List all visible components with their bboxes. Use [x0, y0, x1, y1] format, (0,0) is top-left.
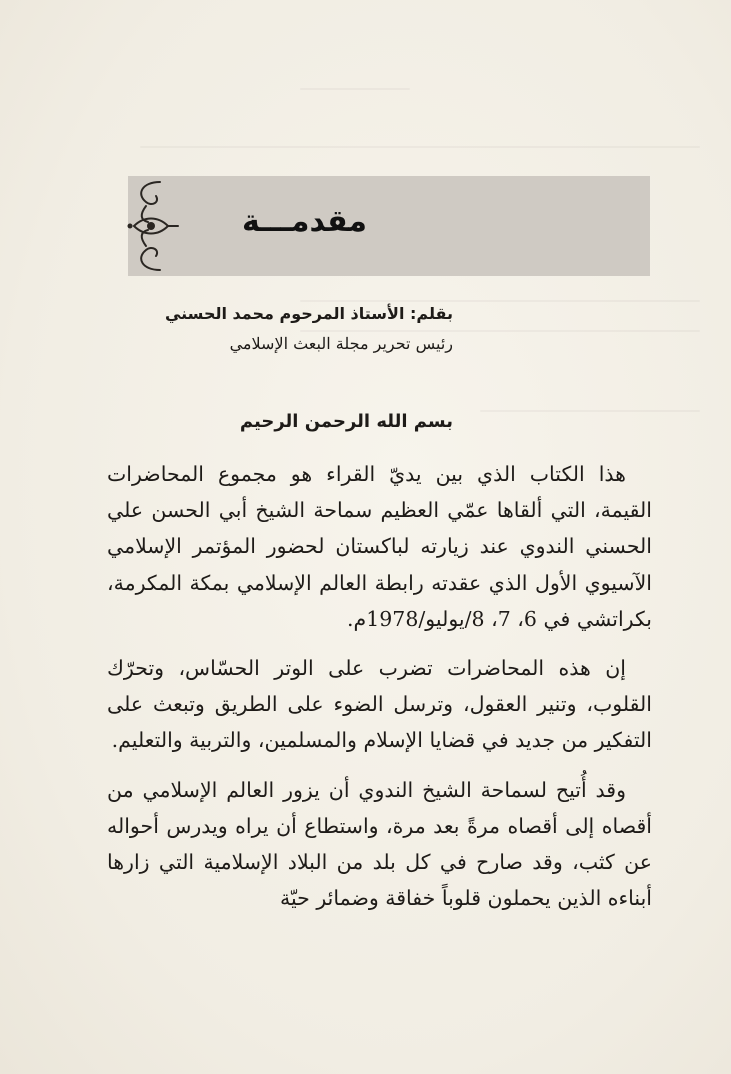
- page-title: مقدمـــة: [241, 204, 367, 239]
- show-through-line: [480, 410, 700, 412]
- paragraph: إن هذه المحاضرات تضرب على الوتر الحسّاس، وتحرّك القلوب، وتنير العقول، وترسل الضوء على الطريق وتبعث على التفكير من جديد في قضايا الإسلام والمسلمين، والتربية والتعليم.: [107, 656, 652, 753]
- basmala-heading: بسم الله الرحمن الرحيم: [239, 411, 453, 432]
- header-band: [128, 176, 650, 276]
- ornament-flourish-icon: [124, 176, 180, 276]
- author-byline: بقلم: الأستاذ المرحوم محمد الحسني: [164, 304, 453, 323]
- paragraph: وقد أُتيح لسماحة الشيخ الندوي أن يزور العالم الإسلامي من أقصاه إلى أقصاه مرةً بعد مرة، واستطاع أن يراه ويدرس أحواله عن كثب، وقد صارح في كل بلد من البلاد الإسلامية التي زارها أبناءه الذين يحملون قلوباً خفاقة وضمائر حيّة: [107, 777, 652, 911]
- paragraph: هذا الكتاب الذي بين يديّ القراء هو مجموع المحاضرات القيمة، التي ألقاها عمّي العظيم سماحة الشيخ أبي الحسن علي الحسني الندوي عند زيارته لباكستان لحضور المؤتمر الإسلامي الآسيوي الأول الذي عقدته رابطة العالم الإسلامي بمكة المكرمة، بكراتشي في 6، 7، 8/يوليو/1978م.: [107, 462, 652, 631]
- show-through-line: [140, 146, 700, 148]
- body-text: [107, 456, 652, 929]
- author-role: رئيس تحرير مجلة البعث الإسلامي: [229, 334, 453, 353]
- show-through-line: [300, 88, 410, 90]
